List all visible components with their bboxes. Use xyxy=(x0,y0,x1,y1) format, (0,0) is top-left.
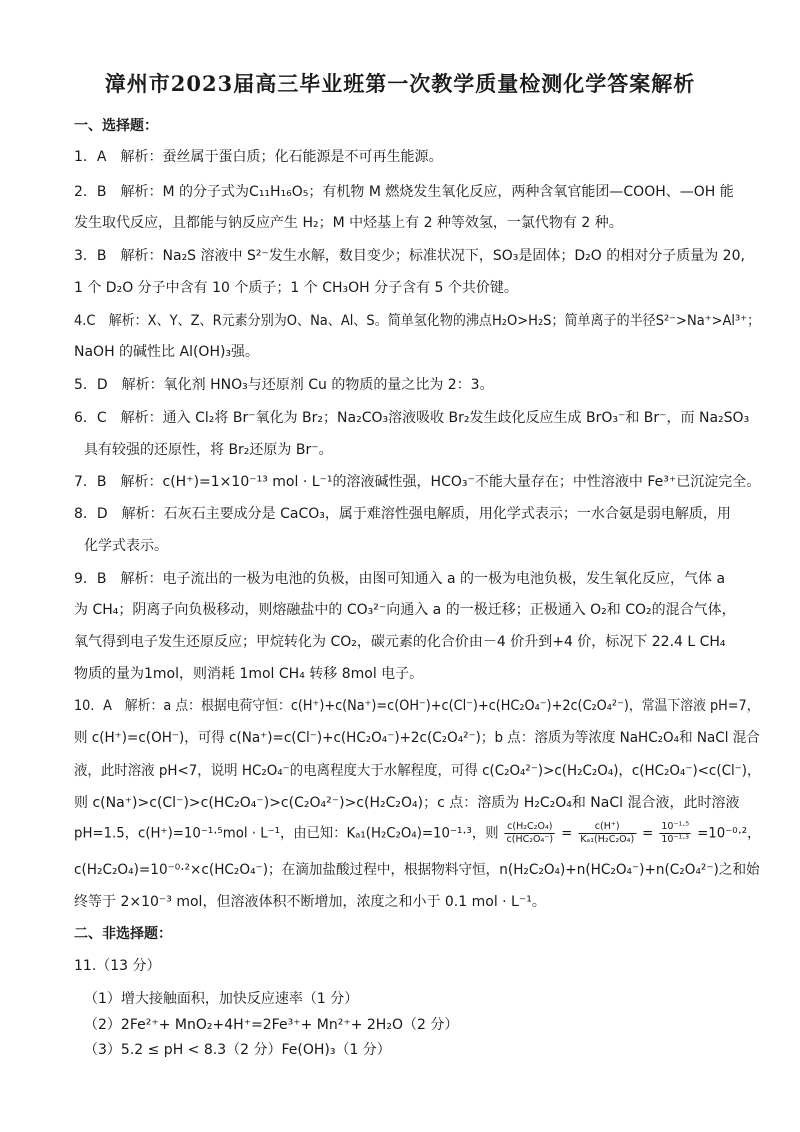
answer-line: 1 个 D₂O 分子中含有 10 个质子；1 个 CH₃OH 分子含有 5 个共价键。 xyxy=(74,280,518,296)
equation-tail: =10⁻⁰·²， xyxy=(697,825,761,842)
equals-sign: = xyxy=(561,825,573,842)
answer-line: NaOH 的碱性比 Al(OH)₃强。 xyxy=(74,344,260,360)
fraction-denominator: Kₐ₁(H₂C₂O₄) xyxy=(580,834,635,845)
section-heading: 一、选择题： xyxy=(74,118,158,134)
fraction-denominator: 10⁻¹·³ xyxy=(661,834,690,845)
fraction-power xyxy=(659,821,691,846)
answer-line: 5．D 解析：氧化剂 HNO₃与还原剂 Cu 的物质的量之比为 2：3。 xyxy=(74,377,494,393)
answer-line: 化学式表示。 xyxy=(84,538,168,554)
fraction-ka xyxy=(578,821,636,846)
answer-line: （3）5.2 ≤ pH < 8.3（2 分）Fe(OH)₃（1 分） xyxy=(84,1042,391,1058)
fraction-numerator: 10⁻¹·⁵ xyxy=(661,821,690,832)
answer-line: （2）2Fe²⁺+ MnO₂+4H⁺=2Fe³⁺+ Mn²⁺+ 2H₂O（2 分） xyxy=(84,1017,459,1033)
answer-line: 9．B 解析：电子流出的一极为电池的负极，由图可知通入 a 的一极为电池负极，发生氧化反应，气体 a xyxy=(74,571,726,587)
equation-line xyxy=(74,821,760,846)
answer-line: c(H₂C₂O₄)=10⁻⁰·²×c(HC₂O₄⁻)；在滴加盐酸过程中，根据物料守恒，n(H₂C₂O₄)+n(HC₂O₄⁻)+n(C₂O₄²⁻)之和始 xyxy=(74,862,760,878)
page-title: 漳州市2023届高三毕业班第一次教学质量检测化学答案解析 xyxy=(104,71,696,96)
answer-line: 11.（13 分） xyxy=(74,958,161,974)
fraction-ratio xyxy=(505,821,555,846)
fraction-numerator: c(H⁺) xyxy=(578,821,636,834)
answer-line: 具有较强的还原性，将 Br₂还原为 Br⁻。 xyxy=(84,442,333,458)
equals-sign: = xyxy=(642,825,654,842)
section-heading: 二、非选择题： xyxy=(74,926,172,942)
fraction-denominator: c(HC₂O₄⁻) xyxy=(506,834,554,845)
answer-line: 发生取代反应，且都能与钠反应产生 H₂；M 中烃基上有 2 种等效氢，一氯代物有 2 种。 xyxy=(74,215,623,231)
fraction-numerator: c(H₂C₂O₄) xyxy=(505,821,555,834)
answer-line: 则 c(Na⁺)>c(Cl⁻)>c(HC₂O₄⁻)>c(C₂O₄²⁻)>c(H₂C₂O₄)；c 点：溶质为 H₂C₂O₄和 NaCl 混合液，此时溶液 xyxy=(74,795,740,811)
answer-line: 2．B 解析：M 的分子式为C₁₁H₁₆O₅；有机物 M 燃烧发生氧化反应，两种含氧官能团—COOH、—OH 能 xyxy=(74,184,734,200)
answer-line: 7．B 解析：c(H⁺)=1×10⁻¹³ mol · L⁻¹的溶液碱性强，HCO₃⁻不能大量存在；中性溶液中 Fe³⁺已沉淀完全。 xyxy=(74,474,761,490)
answer-line: 物质的量为1mol，则消耗 1mol CH₄ 转移 8mol 电子。 xyxy=(74,666,424,682)
equation-lead: pH=1.5，c(H⁺)=10⁻¹·⁵mol · L⁻¹，由已知：Kₐ₁(H₂C₂O₄)=10⁻¹·³，则 xyxy=(74,825,499,842)
answer-line: （1）增大接触面积，加快反应速率（1 分） xyxy=(84,991,359,1007)
answer-line: 液，此时溶液 pH<7，说明 HC₂O₄⁻的电离程度大于水解程度，可得 c(C₂O₄²⁻)>c(H₂C₂O₄)，c(HC₂O₄⁻)<c(Cl⁻)， xyxy=(74,763,761,779)
answer-line: 8．D 解析：石灰石主要成分是 CaCO₃，属于难溶性强电解质，用化学式表示；一水合氨是弱电解质，用 xyxy=(74,506,731,522)
answer-line: 终等于 2×10⁻³ mol，但溶液体积不断增加，浓度之和小于 0.1 mol · L⁻¹。 xyxy=(74,894,546,910)
answer-line: 3．B 解析：Na₂S 溶液中 S²⁻发生水解，数目变少；标准状况下，SO₃是固体；D₂O 的相对分子质量为 20, xyxy=(74,248,745,264)
answer-line: 为 CH₄；阴离子向负极移动，则熔融盐中的 CO₃²⁻向通入 a 的一极迁移；正极通入 O₂和 CO₂的混合气体， xyxy=(74,602,736,618)
answer-line: 1．A 解析：蚕丝属于蛋白质；化石能源是不可再生能源。 xyxy=(74,149,443,165)
answer-line: 氧气得到电子发生还原反应；甲烷转化为 CO₂，碳元素的化合价由－4 价升到+4 价，标况下 22.4 L CH₄ xyxy=(74,634,726,650)
answer-line: 4.C 解析：X、Y、Z、R元素分别为O、Na、Al、S。简单氢化物的沸点H₂O>H₂S；简单离子的半径S²⁻>Na⁺>Al³⁺； xyxy=(74,313,761,329)
answer-line: 10．A 解析：a 点：根据电荷守恒：c(H⁺)+c(Na⁺)=c(OH⁻)+c(Cl⁻)+c(HC₂O₄⁻)+2c(C₂O₄²⁻)，常温下溶液 pH=7， xyxy=(74,698,760,714)
answer-line: 6．C 解析：通入 Cl₂将 Br⁻氧化为 Br₂；Na₂CO₃溶液吸收 Br₂发生歧化反应生成 BrO₃⁻和 Br⁻，而 Na₂SO₃ xyxy=(74,410,750,426)
answer-line: 则 c(H⁺)=c(OH⁻)，可得 c(Na⁺)=c(Cl⁻)+c(HC₂O₄⁻)+2c(C₂O₄²⁻)；b 点：溶质为等浓度 NaHC₂O₄和 NaCl 混合 xyxy=(74,730,760,746)
